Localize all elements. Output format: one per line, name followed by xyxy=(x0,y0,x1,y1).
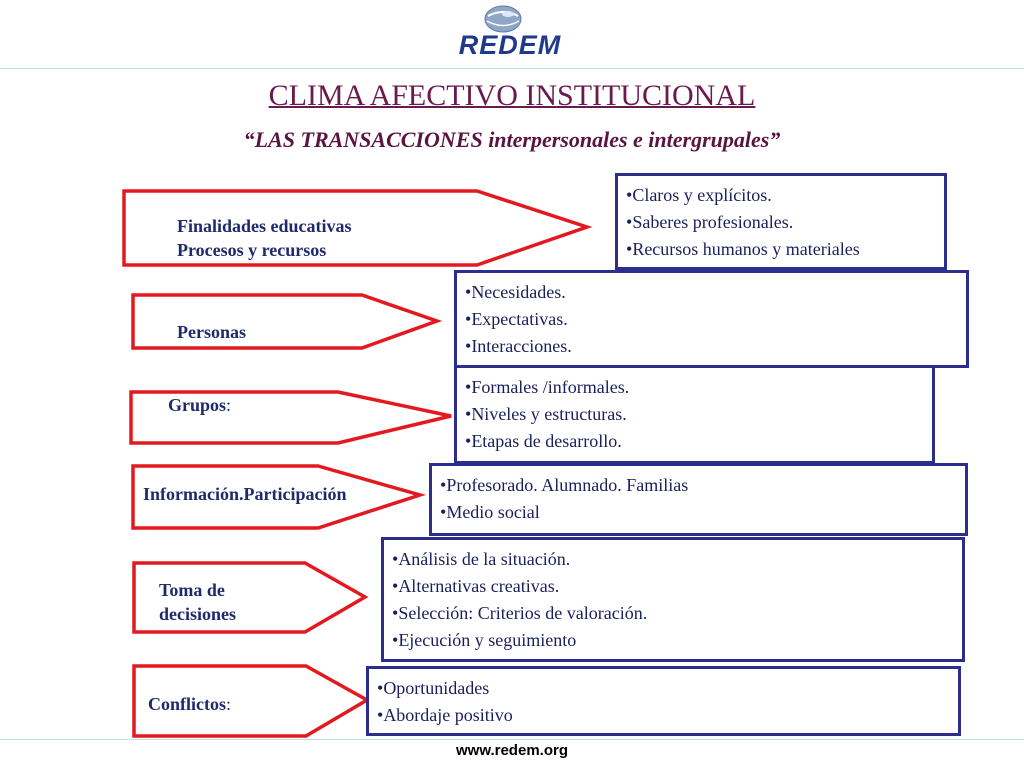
label-informacion: Información.Participación xyxy=(143,484,347,504)
page-subtitle: “LAS TRANSACCIONES interpersonales e intergrupales” xyxy=(243,127,781,152)
list-item: • Análisis de la situación. xyxy=(392,546,954,573)
list-item: • Oportunidades xyxy=(377,675,950,702)
box-informacion xyxy=(429,463,968,536)
box-finalidades xyxy=(615,173,947,270)
list-item: • Recursos humanos y materiales xyxy=(626,236,936,263)
footer-divider xyxy=(0,739,1024,740)
label-grupos: Grupos: xyxy=(168,395,232,415)
list-item: • Niveles y estructuras. xyxy=(465,401,924,428)
list-item: • Expectativas. xyxy=(465,306,958,333)
list-item: • Saberes profesionales. xyxy=(626,209,936,236)
label-finalidades: Finalidades educativas Procesos y recursos xyxy=(177,216,352,260)
list-item: • Selección: Criterios de valoración. xyxy=(392,600,954,627)
label-conflictos: Conflictos: xyxy=(148,694,232,714)
box-conflictos xyxy=(366,666,961,736)
list-item: • Alternativas creativas. xyxy=(392,573,954,600)
footer-url[interactable]: www.redem.org xyxy=(456,742,568,759)
list-item: • Interacciones. xyxy=(465,333,958,360)
logo-text: REDEM xyxy=(458,30,562,60)
box-grupos xyxy=(454,368,935,464)
box-personas xyxy=(454,270,969,368)
list-item: • Claros y explícitos. xyxy=(626,182,936,209)
list-item: • Medio social xyxy=(440,499,957,526)
list-item: • Formales /informales. xyxy=(465,374,924,401)
label-personas: Personas xyxy=(177,322,246,342)
label-toma-decisiones: Toma de decisiones xyxy=(159,580,237,624)
list-item: • Ejecución y seguimiento xyxy=(392,627,954,654)
list-item: • Etapas de desarrollo. xyxy=(465,428,924,455)
list-item: • Profesorado. Alumnado. Familias xyxy=(440,472,957,499)
list-item: • Necesidades. xyxy=(465,279,958,306)
list-item: • Abordaje positivo xyxy=(377,702,950,729)
page-title: CLIMA AFECTIVO INSTITUCIONAL xyxy=(268,79,756,112)
box-toma-decisiones xyxy=(381,537,965,662)
